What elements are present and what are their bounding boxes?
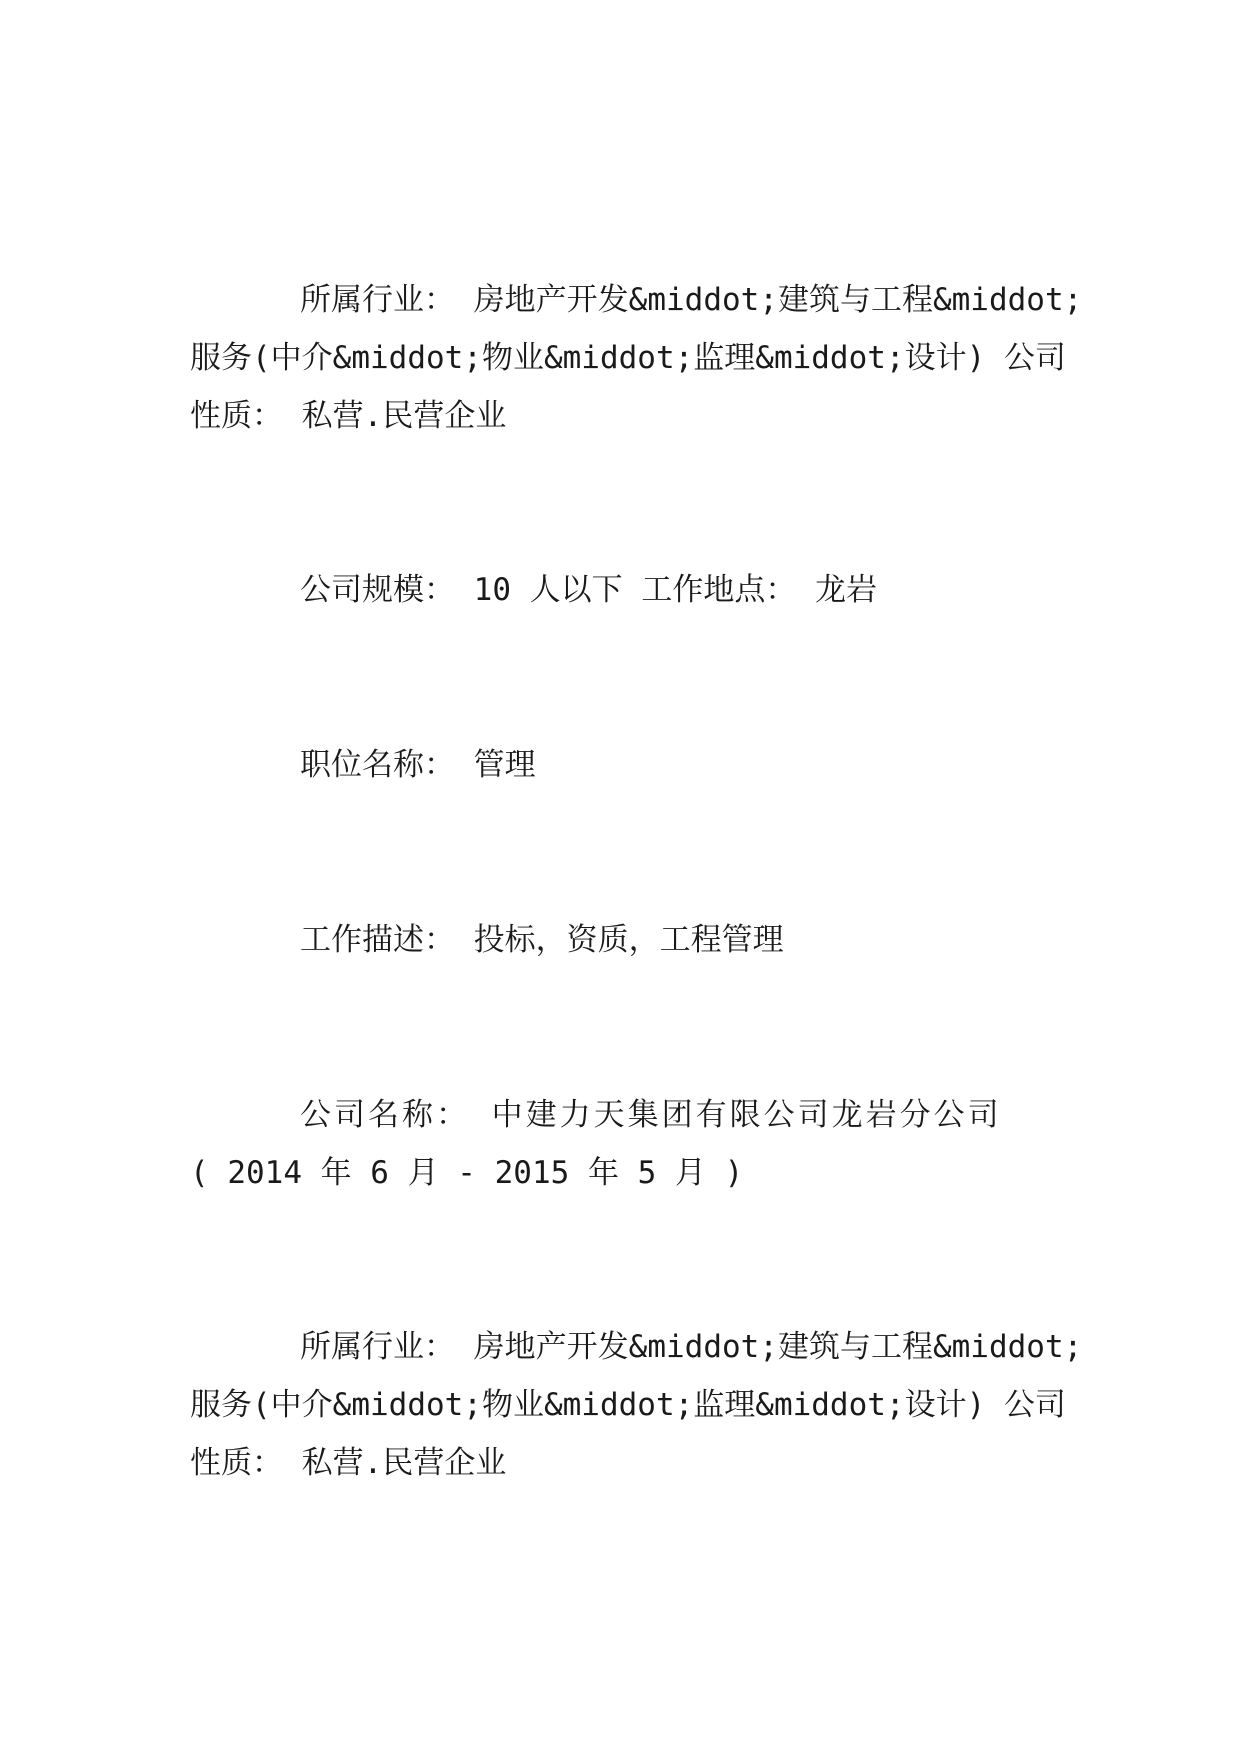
industry-continuation-line: 服务(中介&middot;物业&middot;监理&middot;设计) 公司: [190, 1387, 1066, 1423]
company-name-line: 公司名称： 中建力天集团有限公司龙岩分公司: [300, 1097, 1002, 1133]
industry-line: 所属行业： 房地产开发&middot;建筑与工程&middot;: [300, 282, 1083, 318]
employment-period-line: ( 2014 年 6 月 - 2015 年 5 月 ): [190, 1155, 744, 1191]
industry-line: 所属行业： 房地产开发&middot;建筑与工程&middot;: [300, 1329, 1083, 1365]
position-title-line: 职位名称： 管理: [300, 747, 536, 783]
industry-continuation-line: 服务(中介&middot;物业&middot;监理&middot;设计) 公司: [190, 340, 1066, 376]
company-nature-line: 性质： 私营.民营企业: [190, 1445, 507, 1481]
company-size-location-line: 公司规模： 10 人以下 工作地点： 龙岩: [300, 572, 877, 608]
job-description-line: 工作描述： 投标，资质，工程管理: [300, 922, 784, 958]
company-nature-line: 性质： 私营.民营企业: [190, 398, 507, 434]
